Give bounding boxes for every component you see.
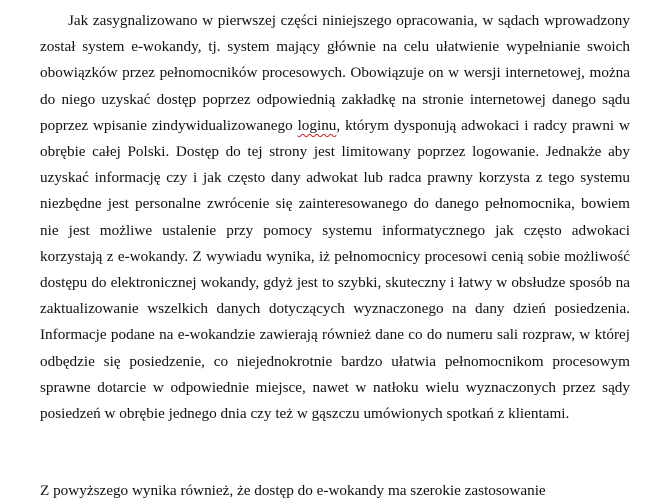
body-paragraph (40, 8, 630, 427)
paragraph-text-part-2: , którym dysponują adwokaci i radcy prawni w obrębie całej Polski. Dostęp do tej strony jest limitowany poprzez logowanie. Jednakże aby uzyskać informację czy i jak często dany adwokat lub radca prawny korzysta z tego systemu niezbędne jest personalne zwrócenie się zainteresowanego do danego pełnomocnika, bowiem nie jest możliwe ustalenie przy pomocy systemu informatycznego jak często adwokaci korzystają z e-wokandy. Z wywiadu wynika, iż pełnomocnicy procesowi cenią sobie możliwość dostępu do elektronicznej wokandy, gdyż jest to szybki, skuteczny i łatwy w obsłudze sposób na zaktualizowanie wszelkich danych dotyczących wyznaczonego na dany dzień posiedzenia. Informacje podane na e-wokandzie zawierają również dane co do numeru sali rozpraw, w której odbędzie się posiedzenie, co niejednokrotnie bardzo ułatwia pełnomocnikom procesowym sprawne dotarcie w odpowiednie miejsce, nawet w natłoku wielu wyznaczonych przez sądy posiedzeń w obrębie jednego dnia czy też w gąszczu umówionych spotkań z klientami. (40, 116, 630, 423)
spellcheck-flagged-word: loginu (297, 116, 337, 134)
next-paragraph-cut-off-line: Z powyższego wynika również, że dostęp do e-wokandy ma szerokie zastosowanie (40, 482, 546, 499)
paragraph-text-part-1: Jak zasygnalizowano w pierwszej części niniejszego opracowania, w sądach wprowadzony został system e-wokandy, tj. system mający głównie na celu ułatwienie wypełnianie swoich obowiązków przez pełnomocników procesowych. Obowiązuje on w wersji internetowej, można do niego uzyskać dostęp poprzez odpowiednią zakładkę na stronie internetowej danego sądu poprzez wpisanie zindywidualizowanego (40, 12, 630, 134)
